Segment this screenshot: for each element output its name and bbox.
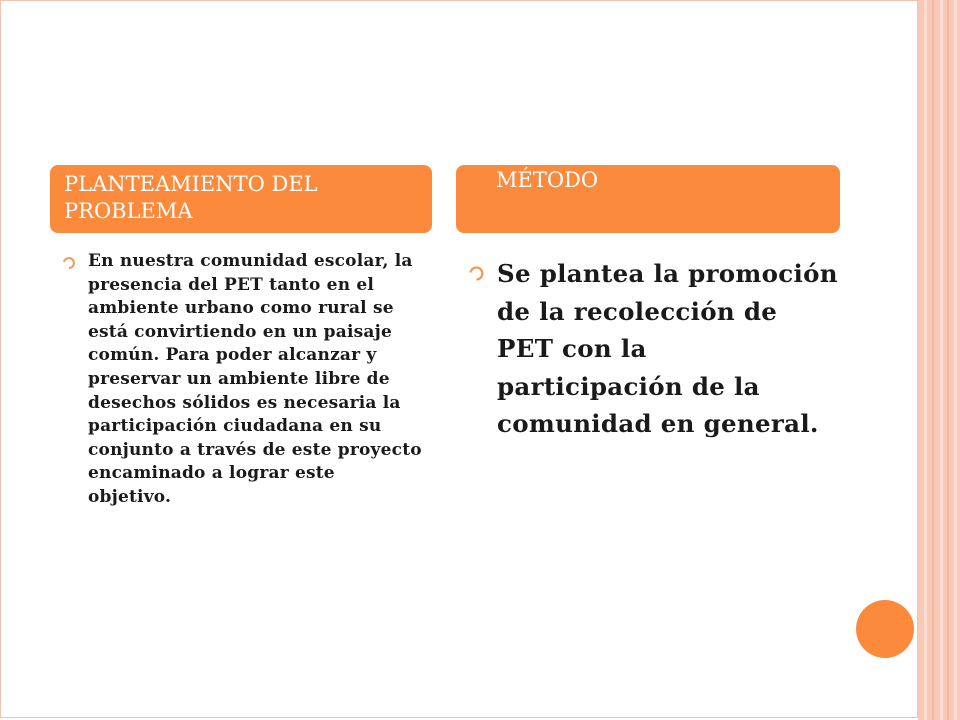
bullet-planteamiento-text: En nuestra comunidad escolar, la presencia del PET tanto en el ambiente urbano como rural se está convirtiendo en un paisaje común. Para poder alcanzar y preservar un ambiente libre de desechos sólidos es necesaria la participación ciudadana en su conjunto a través de este proyecto encaminado a lograr este objetivo.	[88, 251, 422, 507]
decorative-stripe	[932, 0, 934, 720]
header-planteamiento: PLANTEAMIENTO DEL PROBLEMA	[50, 165, 432, 233]
bullet-icon	[468, 265, 485, 282]
decorative-circle	[856, 600, 914, 658]
bullet-metodo-text: Se plantea la promoción de la recolección de PET con la participación de la comunidad en general.	[497, 259, 838, 438]
header-metodo: MÉTODO	[456, 165, 840, 233]
bullet-planteamiento	[62, 250, 422, 510]
decorative-stripe	[954, 0, 957, 720]
decorative-stripe	[940, 0, 943, 720]
bullet-metodo	[468, 255, 840, 443]
bullet-icon	[62, 256, 76, 270]
decorative-stripe	[924, 0, 927, 720]
decorative-stripe	[947, 0, 949, 720]
